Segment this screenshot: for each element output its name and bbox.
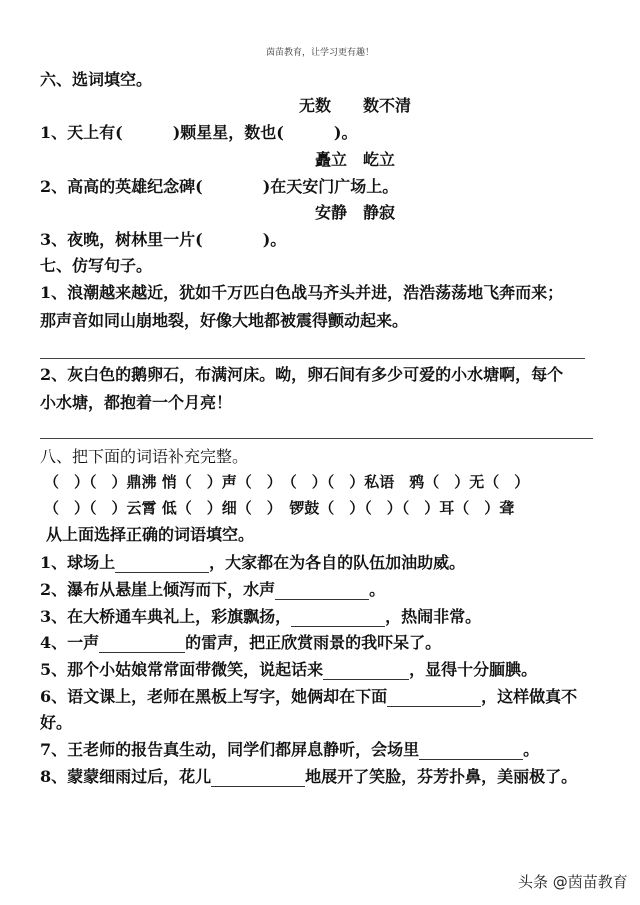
- text: )。: [333, 123, 358, 142]
- text: 1、球场上: [40, 553, 116, 572]
- fill-item: [40, 767, 577, 787]
- text: 1、天上有(: [40, 123, 123, 142]
- sentence-line: 那声音如同山崩地裂，好像大地都被震得颤动起来。: [40, 311, 409, 330]
- blank[interactable]: [275, 583, 369, 600]
- fill-item: [40, 607, 481, 627]
- text: )在天安门广场上。: [262, 177, 399, 196]
- text: 5、那个小姑娘常常面带微笑，说起话来: [40, 660, 324, 679]
- text: 3、夜晚，树林里一片(: [40, 230, 203, 249]
- text: 。: [369, 580, 386, 599]
- fill-item: [40, 660, 537, 680]
- text: 。: [523, 740, 540, 759]
- text: 4、一声: [40, 633, 100, 652]
- section8-title: 八、把下面的词语补充完整。: [40, 447, 249, 466]
- blank[interactable]: [323, 663, 409, 680]
- blank[interactable]: [419, 743, 523, 760]
- word-row: （ ）（ ）云霄 低（ ）细（ ） 锣鼓（ ）（ ）（ ）耳（ ）聋: [44, 499, 515, 517]
- answer-line[interactable]: [40, 438, 593, 439]
- fill-item: [40, 687, 577, 707]
- text: 的雷声，把正欣赏雨景的我吓呆了。: [185, 633, 442, 652]
- text: 地展开了笑脸，芬芳扑鼻，美丽极了。: [305, 767, 578, 786]
- text: ，大家都在为各自的队伍加油助威。: [209, 553, 466, 572]
- fill-item: [40, 580, 385, 600]
- sentence-line: 1、浪潮越来越近，犹如千万匹白色战马齐头并进，浩浩荡荡地飞奔而来；: [40, 283, 564, 302]
- question: [40, 177, 398, 197]
- sentence-line: 小水塘，都抱着一个月亮！: [40, 393, 233, 412]
- text: )颗星星，数也(: [172, 123, 284, 142]
- section7-title: 七、仿写句子。: [40, 256, 153, 275]
- watermark: 头条 @茵苗教育: [518, 873, 628, 891]
- text: ，这样做真不: [481, 687, 578, 706]
- blank[interactable]: [291, 610, 385, 627]
- word-row: （ ）（ ）鼎沸 悄（ ）声（ ） （ ）（ ）私语 鸦（ ）无（ ）: [44, 473, 530, 491]
- page-header: 茵苗教育，让学习更有趣！: [265, 48, 374, 58]
- text: 6、语文课上，老师在黑板上写字，她俩却在下面: [40, 687, 388, 706]
- word-choices: 无数 数不清: [298, 96, 411, 115]
- blank[interactable]: [115, 556, 209, 573]
- fill-item: [40, 553, 465, 573]
- section6-title: 六、选词填空。: [40, 70, 153, 89]
- text: )。: [262, 230, 287, 249]
- fill-item: [40, 740, 539, 760]
- text: 2、高高的英雄纪念碑(: [40, 177, 203, 196]
- fill-item: [40, 633, 441, 653]
- blank[interactable]: [99, 636, 185, 653]
- blank[interactable]: [211, 770, 305, 787]
- text: ，热闹非常。: [385, 607, 482, 626]
- word-choices: 安静 静寂: [314, 203, 395, 222]
- answer-line[interactable]: [40, 358, 585, 359]
- fill-item-continued: 好。: [40, 713, 73, 732]
- text: 2、瀑布从悬崖上倾泻而下，水声: [40, 580, 276, 599]
- section8-subtitle: 从上面选择正确的词语填空。: [46, 525, 255, 544]
- sentence-line: 2、灰白色的鹅卵石，布满河床。呦，卵石间有多少可爱的小水塘啊，每个: [40, 365, 564, 384]
- blank[interactable]: [387, 690, 481, 707]
- question: [40, 230, 286, 250]
- word-choices: 矗立 屹立: [314, 150, 395, 169]
- question: [40, 123, 357, 143]
- text: 8、蒙蒙细雨过后，花儿: [40, 767, 212, 786]
- text: 3、在大桥通车典礼上，彩旗飘扬，: [40, 607, 292, 626]
- text: ，显得十分腼腆。: [409, 660, 538, 679]
- text: 7、王老师的报告真生动，同学们都屏息静听，会场里: [40, 740, 420, 759]
